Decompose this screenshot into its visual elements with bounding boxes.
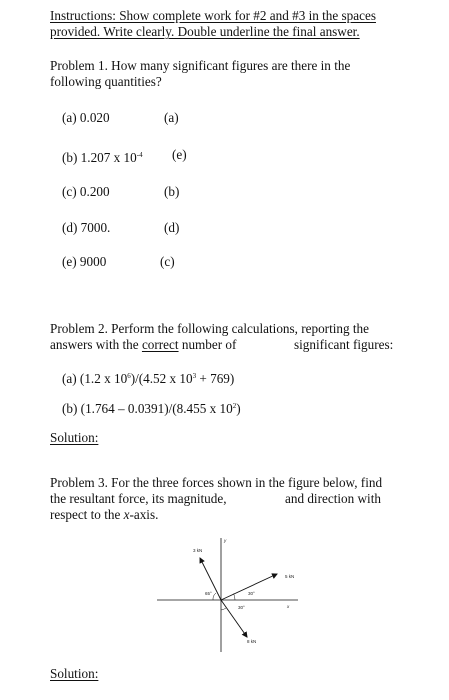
- angle-arc-right-upper: [234, 594, 236, 601]
- problem3-line2-right: and direction with: [285, 491, 381, 506]
- problem1-heading-line1: Problem 1. How many significant figures are there in the: [50, 58, 351, 73]
- problem1-item-d: (d) 7000.: [62, 220, 111, 235]
- angle-arc-right-lower: [221, 608, 226, 610]
- problem1-item-e: (e) 9000: [62, 254, 107, 269]
- problem1-item-b: (b) 1.207 x $10^{-4}$: [62, 150, 143, 165]
- label-8kn: 8 kN: [247, 639, 257, 644]
- problem2-correct-underlined: correct: [141, 337, 179, 352]
- problem2-line1: Problem 2. Perform the following calculations, reporting the: [50, 321, 369, 336]
- problem3-solution-label: Solution:: [50, 666, 99, 681]
- label-angle-30-lower: 30°: [238, 605, 245, 610]
- problem3-line1: Problem 3. For the three forces shown in the figure below, find: [50, 475, 383, 490]
- problem2-calc-b: (b) (1.764 – 0.0391)/(8.455 x $10^2$): [62, 401, 241, 416]
- force-5kn-arrow: [221, 574, 277, 600]
- label-angle-65: 65°: [205, 591, 212, 596]
- label-x-axis: x: [287, 604, 290, 609]
- problem2-calc-a: (a) (1.2 x $10^6)/(4.52$ x $10^3 + 769$): [62, 371, 235, 386]
- problem2-line2-right: significant figures:: [294, 337, 394, 352]
- label-3kn: 3 kN: [193, 548, 203, 553]
- angle-arc-left: [213, 593, 216, 600]
- problem3-line3: respect to the x-axis.: [50, 507, 159, 522]
- problem2-solution-label: Solution:: [50, 430, 99, 445]
- problem2-line2: answers with the correct number of: [50, 337, 237, 352]
- instructions-line1: Instructions: Show complete work for #2 and #3 in the spaces: [50, 8, 376, 23]
- problem1-answer-c: (b): [164, 184, 180, 199]
- problem1-item-c: (c) 0.200: [62, 184, 110, 199]
- problem1-answer-e: (c): [160, 254, 175, 269]
- problem1-answer-b: (e): [172, 147, 187, 162]
- problem1-item-a: (a) 0.020: [62, 110, 110, 125]
- label-5kn: 5 kN: [285, 574, 295, 579]
- instructions-line2: provided. Write clearly. Double underline the final answer.: [50, 24, 360, 39]
- problem1-answer-a: (a): [164, 110, 179, 125]
- problem1-heading-line2: following quantities?: [50, 74, 162, 89]
- label-y-axis: y: [224, 538, 227, 543]
- problem3-line2: the resultant force, its magnitude,: [50, 491, 227, 506]
- label-angle-30-upper: 30°: [248, 591, 255, 596]
- problem1-answer-d: (d): [164, 220, 180, 235]
- problem3-x-italic: x: [123, 507, 130, 522]
- force-diagram: [155, 530, 300, 655]
- problem1-item-b-exponent: -4: [136, 151, 143, 159]
